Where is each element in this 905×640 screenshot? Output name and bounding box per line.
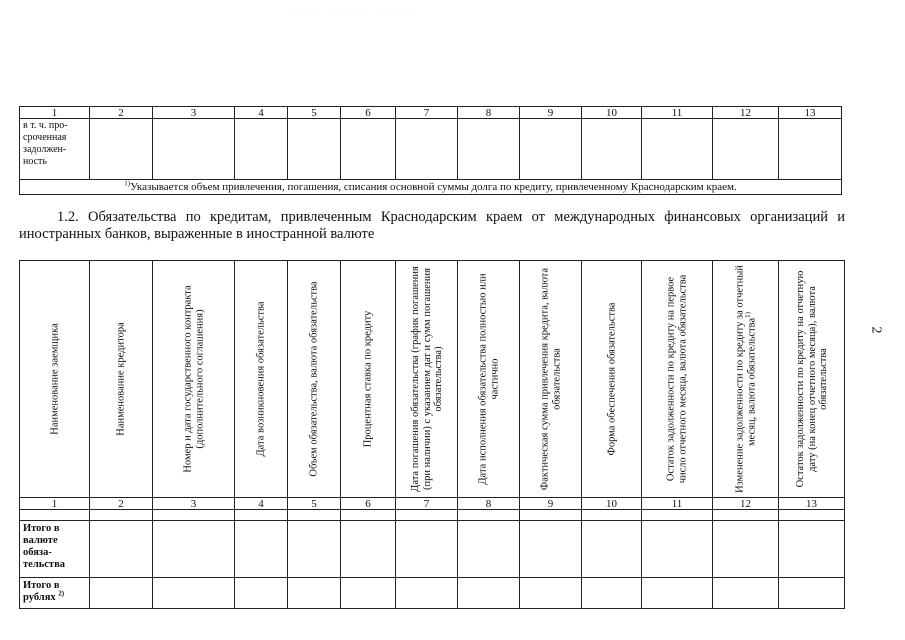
table-cell bbox=[458, 578, 520, 609]
footnote bbox=[20, 180, 842, 195]
header-repayment-date: Дата погашения обязательства (график погашения (при наличии) с указанием дат и сумм погашения обязательства) bbox=[409, 266, 444, 492]
table-cell bbox=[235, 510, 288, 521]
footnote-mark: 2) bbox=[58, 589, 65, 598]
col-num: 10 bbox=[582, 498, 642, 510]
total-currency-row bbox=[20, 521, 845, 578]
table-cell bbox=[642, 578, 713, 609]
col-num: 4 bbox=[235, 107, 288, 119]
footnote-row bbox=[20, 180, 842, 195]
page-number: 2 bbox=[868, 326, 884, 334]
table-cell bbox=[779, 510, 845, 521]
table-row bbox=[20, 119, 842, 180]
table-cell bbox=[153, 119, 235, 180]
total-rub-row bbox=[20, 578, 845, 609]
col-num: 3 bbox=[153, 498, 235, 510]
table-cell bbox=[396, 578, 458, 609]
footnote-text: Указывается объем привлечения, погашения, списания основной суммы долга по кредиту, привлеченному Краснодарским краем. bbox=[130, 180, 737, 193]
column-header bbox=[153, 261, 235, 498]
col-num: 12 bbox=[713, 498, 779, 510]
col-num: 2 bbox=[90, 107, 153, 119]
table-cell bbox=[288, 521, 341, 578]
header-debt-change-text: Изменение задолженности по кредиту за отчетный месяц, валюта обязательства bbox=[734, 265, 757, 493]
header-borrower-name: Наименование заемщика bbox=[48, 323, 60, 435]
column-header bbox=[520, 261, 582, 498]
table-foreign-credits bbox=[19, 260, 845, 609]
table-cell bbox=[458, 119, 520, 180]
header-debt-change bbox=[734, 264, 757, 494]
column-header bbox=[779, 261, 845, 498]
col-num: 5 bbox=[288, 107, 341, 119]
table-cell bbox=[341, 119, 396, 180]
table-cell bbox=[582, 521, 642, 578]
table-cell bbox=[642, 119, 713, 180]
table-cell bbox=[779, 521, 845, 578]
col-num: 9 bbox=[520, 498, 582, 510]
col-num: 7 bbox=[396, 498, 458, 510]
total-rub-label: Итого в рублях bbox=[23, 580, 60, 603]
table-cell bbox=[153, 521, 235, 578]
overdue-debt-label: в т. ч. про- сроченная задолжен- ность bbox=[20, 119, 90, 180]
table-cell bbox=[235, 119, 288, 180]
col-num: 13 bbox=[779, 107, 842, 119]
table-cell bbox=[90, 578, 153, 609]
section-heading: 1.2. Обязательства по кредитам, привлеченным Краснодарским краем от международных финансовых организаций и иностранных банков, выраженные в иностранной валюте bbox=[19, 209, 845, 242]
table-cell bbox=[520, 578, 582, 609]
table-cell bbox=[288, 510, 341, 521]
column-header bbox=[396, 261, 458, 498]
header-footnote-mark: 1) bbox=[743, 312, 751, 318]
column-header bbox=[341, 261, 396, 498]
col-num: 10 bbox=[582, 107, 642, 119]
table-cell bbox=[520, 510, 582, 521]
total-rub-label-cell bbox=[20, 578, 90, 609]
header-opening-balance: Остаток задолженности по кредиту на первое число отчетного месяца, валюта обязательства bbox=[665, 274, 688, 484]
col-num: 11 bbox=[642, 107, 713, 119]
column-header bbox=[642, 261, 713, 498]
header-execution-date: Дата исполнения обязательства полностью или частично bbox=[477, 273, 500, 485]
col-num: 6 bbox=[341, 498, 396, 510]
col-num: 1 bbox=[20, 498, 90, 510]
scan-artifact: · · · · · · · · · · · · · · bbox=[290, 10, 419, 16]
header-actual-amount: Фактическая сумма привлечения кредита, валюта обязательства bbox=[539, 267, 562, 491]
column-header bbox=[582, 261, 642, 498]
table-domestic-credits bbox=[19, 106, 842, 195]
table-cell bbox=[458, 510, 520, 521]
column-header bbox=[235, 261, 288, 498]
column-number-row bbox=[20, 498, 845, 510]
table-cell bbox=[779, 119, 842, 180]
col-num: 4 bbox=[235, 498, 288, 510]
table-cell bbox=[520, 521, 582, 578]
column-header bbox=[288, 261, 341, 498]
table-cell bbox=[288, 119, 341, 180]
col-num: 8 bbox=[458, 107, 520, 119]
header-row bbox=[20, 261, 845, 498]
table-cell bbox=[341, 521, 396, 578]
table-cell bbox=[779, 578, 845, 609]
table-cell bbox=[90, 119, 153, 180]
footnote-mark: 1) bbox=[124, 178, 131, 187]
table-cell bbox=[288, 578, 341, 609]
header-contract-number-date: Номер и дата государственного контракта (дополнительного соглашения) bbox=[182, 285, 205, 473]
table-cell bbox=[713, 578, 779, 609]
header-closing-balance: Остаток задолженности по кредиту на отчетную дату (на конец отчетного месяца), валюта обязательства bbox=[794, 270, 829, 488]
table-cell bbox=[713, 119, 779, 180]
col-num: 7 bbox=[396, 107, 458, 119]
table-cell bbox=[642, 521, 713, 578]
column-header bbox=[713, 261, 779, 498]
table-cell bbox=[341, 578, 396, 609]
table-cell bbox=[235, 578, 288, 609]
col-num: 12 bbox=[713, 107, 779, 119]
table-cell bbox=[153, 510, 235, 521]
total-currency-label: Итого в валюте обяза-тельства bbox=[20, 521, 90, 578]
table-cell bbox=[235, 521, 288, 578]
header-interest-rate: Процентная ставка по кредиту bbox=[362, 310, 374, 448]
table-cell bbox=[642, 510, 713, 521]
table-cell bbox=[520, 119, 582, 180]
table-cell bbox=[582, 578, 642, 609]
table-cell bbox=[582, 119, 642, 180]
table-cell bbox=[458, 521, 520, 578]
col-num: 11 bbox=[642, 498, 713, 510]
table-cell bbox=[153, 578, 235, 609]
header-creditor-name: Наименование кредитора bbox=[115, 322, 127, 436]
col-num: 6 bbox=[341, 107, 396, 119]
table-cell bbox=[396, 119, 458, 180]
col-num: 3 bbox=[153, 107, 235, 119]
table-cell bbox=[713, 510, 779, 521]
col-num: 9 bbox=[520, 107, 582, 119]
col-num: 13 bbox=[779, 498, 845, 510]
col-num: 1 bbox=[20, 107, 90, 119]
col-num: 5 bbox=[288, 498, 341, 510]
table-cell bbox=[582, 510, 642, 521]
table-cell bbox=[396, 510, 458, 521]
column-header bbox=[458, 261, 520, 498]
table-cell bbox=[341, 510, 396, 521]
table-row bbox=[20, 510, 845, 521]
table-cell bbox=[90, 510, 153, 521]
header-obligation-volume: Объем обязательства, валюта обязательства bbox=[308, 281, 320, 477]
col-num: 8 bbox=[458, 498, 520, 510]
table-cell bbox=[20, 510, 90, 521]
col-num: 2 bbox=[90, 498, 153, 510]
column-header bbox=[20, 261, 90, 498]
header-obligation-date: Дата возникновения обязательства bbox=[255, 301, 267, 457]
table-cell bbox=[90, 521, 153, 578]
table-cell bbox=[713, 521, 779, 578]
column-number-row bbox=[20, 107, 842, 119]
header-security-form: Форма обеспечения обязательства bbox=[605, 302, 617, 456]
column-header bbox=[90, 261, 153, 498]
table-cell bbox=[396, 521, 458, 578]
